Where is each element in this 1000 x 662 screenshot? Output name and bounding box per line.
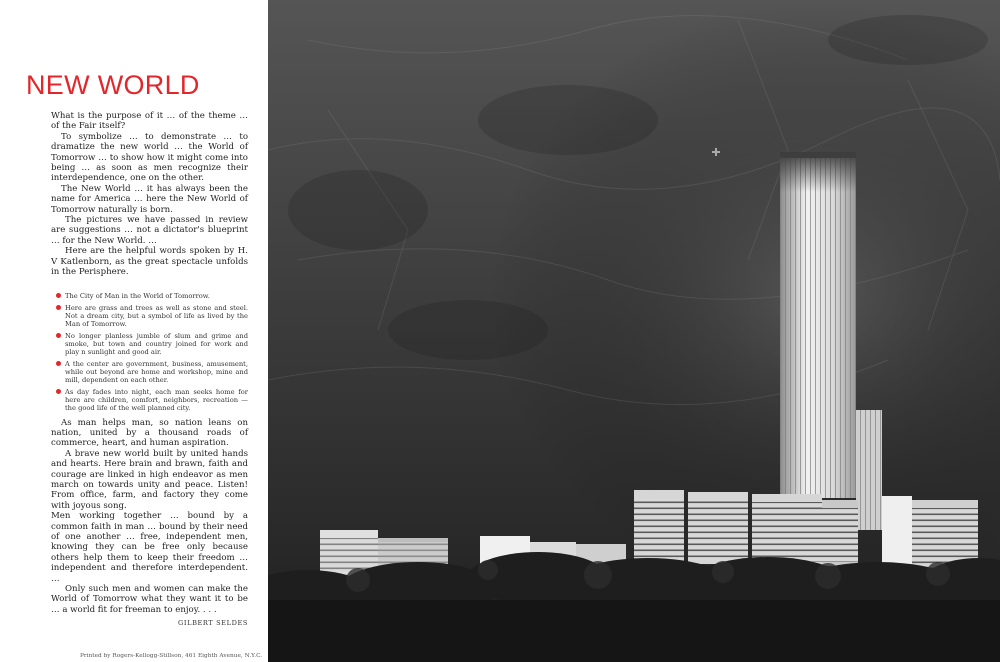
- paragraph: Here are the helpful words spoken by H. V Katlenborn, as the great spectacle unfolds in the Perisphere.: [51, 246, 248, 278]
- bullet-item: [51, 332, 248, 356]
- city-of-tomorrow-photo: [268, 0, 1000, 662]
- page-title: NEW WORLD: [26, 70, 200, 100]
- paragraph: To symbolize … to demonstrate … to dramatize the new world … the World of Tomorrow … to show how it might come into being … as soon as men recognize their interdependence, one on the other.: [51, 131, 248, 184]
- bullet-text: No longer planless jumble of slum and grime and smoke, but town and country joined for work and play n sunlight and good air.: [65, 331, 248, 356]
- bullet-text: As day fades into night, each man seeks home for here are children, comfort, neighbors, recreation — the good life of the well planned city.: [65, 387, 248, 412]
- bullet-dot-icon: [56, 361, 61, 366]
- bullet-dot-icon: [56, 293, 61, 298]
- bullet-item: [51, 360, 248, 384]
- bullet-item: [51, 388, 248, 412]
- bullet-dot-icon: [56, 333, 61, 338]
- paragraph: As man helps man, so nation leans on nation, united by a thousand roads of commerce, heart, and human aspiration.: [51, 417, 248, 449]
- text-column: [0, 0, 268, 662]
- bullet-dot-icon: [56, 389, 61, 394]
- bullet-item: [51, 292, 248, 300]
- bullet-list: [51, 292, 248, 412]
- bullet-text: Here are grass and trees as well as stone and steel. Not a dream city, but a symbol of life as lived by the Man of Tomorrow.: [65, 303, 248, 328]
- trees: [268, 552, 1000, 662]
- paragraph: Only such men and women can make the World of Tomorrow what they want it to be … a world fit for freeman to enjoy. . . .: [51, 584, 248, 615]
- paragraph: The pictures we have passed in review are suggestions … not a dictator's blueprint … for the New World. …: [51, 215, 248, 246]
- bullet-item: [51, 304, 248, 328]
- paragraph: Men working together … bound by a common faith in man … bound by their need of one another … free, independent men, knowing they can be free only because others help them to keep their freedom … independent and therefore interdependent. …: [51, 511, 248, 584]
- paragraph: A brave new world built by united hands and hearts. Here brain and brawn, faith and courage are linked in high endeavor as men march on towards unity and peace. Listen! From office, farm, and factory they come with joyous song.: [51, 448, 248, 511]
- author-signature: GILBERT SELDES: [178, 619, 248, 628]
- bullet-text: The City of Man in the World of Tomorrow.: [65, 291, 210, 300]
- bullet-dot-icon: [56, 305, 61, 310]
- paragraph: What is the purpose of it … of the theme … of the Fair itself?: [51, 111, 248, 132]
- article-body: [51, 111, 248, 629]
- photo-illustration: [268, 0, 1000, 662]
- bullet-text: A the center are government, business, amusement, while out beyond are home and workshop, mine and mill, dependent on each other.: [65, 359, 248, 384]
- paragraph: The New World … it has always been the name for America … here the New World of Tomorrow naturally is born.: [51, 183, 248, 215]
- printer-credit: Printed by Rogers-Kellogg-Stillson, 461 Eighth Avenue, N.Y.C.: [80, 653, 263, 659]
